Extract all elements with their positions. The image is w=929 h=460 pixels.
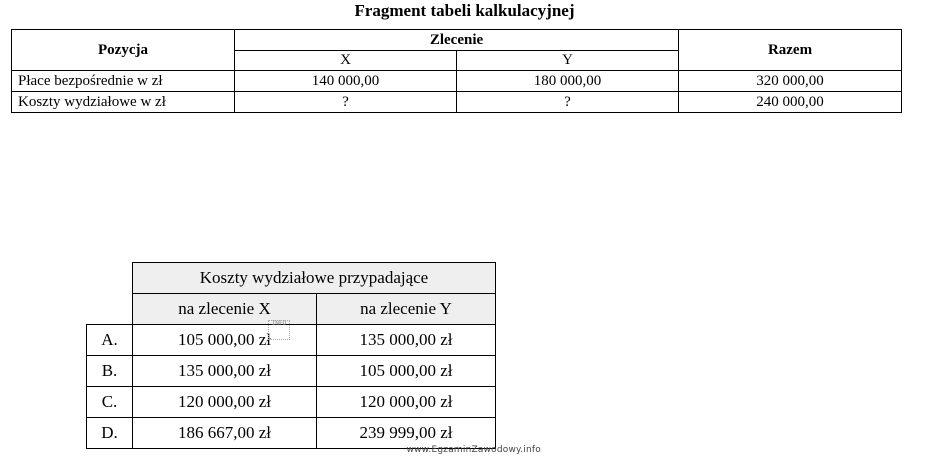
table-row xyxy=(12,92,902,113)
header-pozycja: Pozycja xyxy=(12,30,235,71)
answer-y-value: 239 999,00 zł xyxy=(317,418,496,449)
column-header-y: na zlecenie Y xyxy=(317,294,496,325)
answer-row-a[interactable] xyxy=(87,325,496,356)
answers-table xyxy=(86,262,496,449)
column-header-x: na zlecenie X xyxy=(133,294,317,325)
empty-corner xyxy=(87,294,133,325)
cell-y: ? xyxy=(457,92,679,113)
table-row xyxy=(12,71,902,92)
row-label: Płace bezpośrednie w zł xyxy=(12,71,235,92)
info-stamp-icon: INFO xyxy=(268,320,290,340)
header-y: Y xyxy=(457,51,679,71)
answer-x-value: 186 667,00 zł xyxy=(133,418,317,449)
row-label: Koszty wydziałowe w zł xyxy=(12,92,235,113)
answer-letter: B. xyxy=(87,356,133,387)
answer-letter: D. xyxy=(87,418,133,449)
answer-y-value: 105 000,00 zł xyxy=(317,356,496,387)
cell-razem: 240 000,00 xyxy=(679,92,902,113)
answer-row-c[interactable] xyxy=(87,387,496,418)
answer-row-b[interactable] xyxy=(87,356,496,387)
answer-x-value: 120 000,00 zł xyxy=(133,387,317,418)
answer-x-value: 135 000,00 zł xyxy=(133,356,317,387)
empty-corner xyxy=(87,263,133,294)
header-x: X xyxy=(235,51,457,71)
answer-row-d[interactable] xyxy=(87,418,496,449)
header-razem: Razem xyxy=(679,30,902,71)
answer-letter: A. xyxy=(87,325,133,356)
answer-x-value: 105 000,00 zł xyxy=(133,325,317,356)
document-title: Fragment tabeli kalkulacyjnej xyxy=(354,1,575,20)
answer-y-value: 120 000,00 zł xyxy=(317,387,496,418)
answer-y-value: 135 000,00 zł xyxy=(317,325,496,356)
calculation-table xyxy=(11,29,902,113)
cell-razem: 320 000,00 xyxy=(679,71,902,92)
cell-x: ? xyxy=(235,92,457,113)
answer-letter: C. xyxy=(87,387,133,418)
answers-header: Koszty wydziałowe przypadające xyxy=(133,263,496,294)
cell-x: 140 000,00 xyxy=(235,71,457,92)
cell-y: 180 000,00 xyxy=(457,71,679,92)
watermark: www.EgzaminZawodowy.info xyxy=(406,445,541,455)
header-zlecenie: Zlecenie xyxy=(235,30,679,51)
